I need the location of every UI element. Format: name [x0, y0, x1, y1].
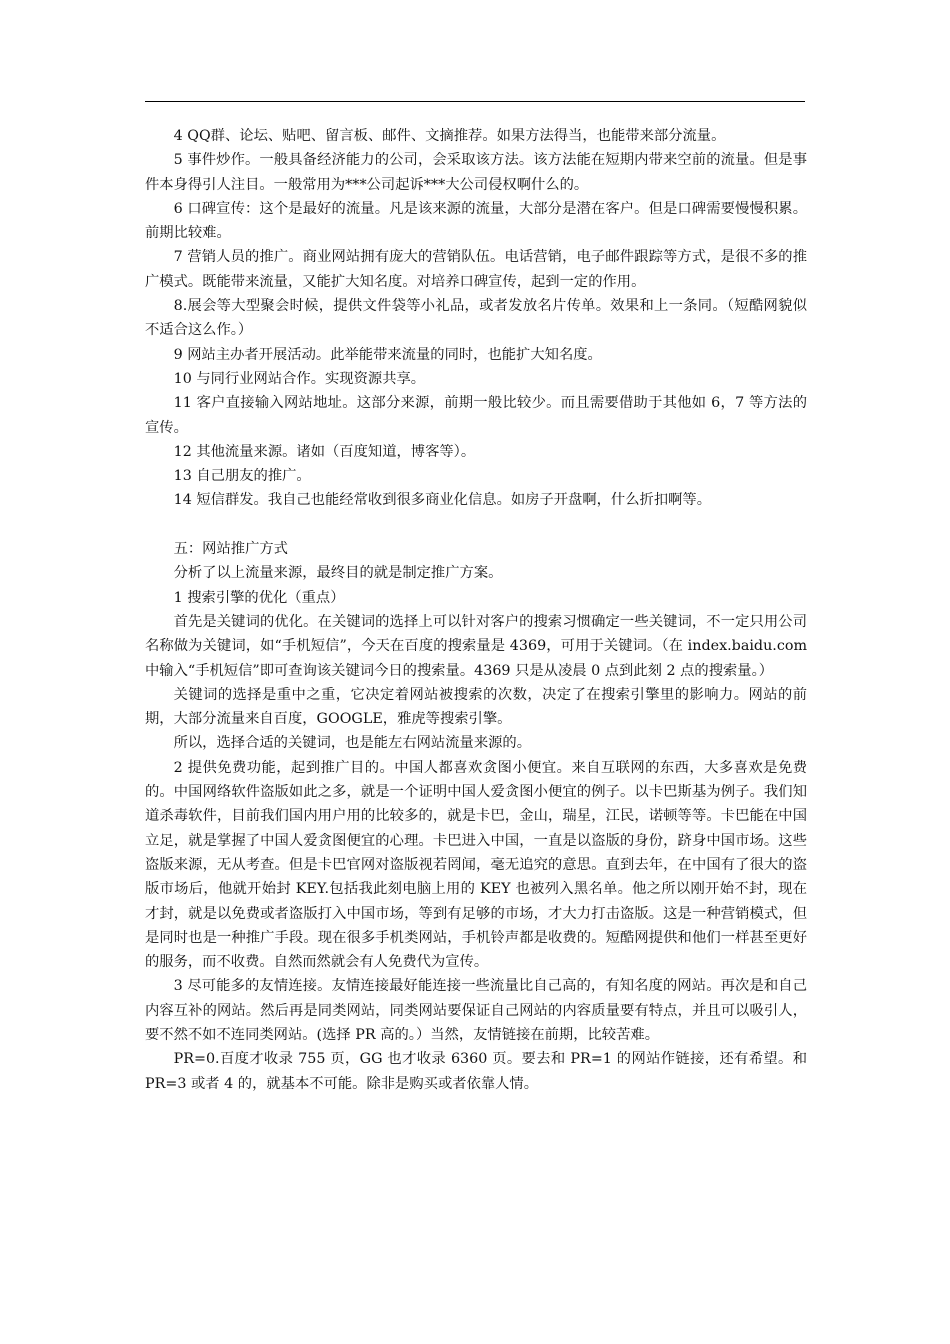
paragraph-friend-links: 3 尽可能多的友情连接。友情连接最好能连接一些流量比自己高的，有知名度的网站。再次是和自己内容互补的网站。然后再是同类网站，同类网站要保证自己网站的内容质量要有特点，并且可以吸引人，要不然不如不连同类网站。(选择 PR 高的。）当然，友情链接在前期，比较苦难。 [145, 978, 807, 1043]
document-body [145, 124, 807, 1096]
paragraph-traffic-6: 6 口碑宣传：这个是最好的流量。凡是该来源的流量，大部分是潜在客户。但是口碑需要慢慢积累。前期比较难。 [145, 200, 807, 242]
paragraph-traffic-11: 11 客户直接输入网站地址。这部分来源，前期一般比较少。而且需要借助于其他如 6，7 等方法的宣传。 [145, 395, 807, 436]
section-title: 五：网站推广方式 [173, 541, 288, 558]
paragraph-traffic-5: 5 事件炒作。一般具备经济能力的公司，会采取该方法。该方法能在短期内带来空前的流量。但是事件本身得引人注目。一般常用为***公司起诉***大公司侵权啊什么的。 [145, 152, 807, 193]
paragraph-traffic-8: 8.展会等大型聚会时候，提供文件袋等小礼品，或者发放名片传单。效果和上一条同。（短酷网貌似不适合这么作。） [145, 298, 807, 339]
section-item-seo: 1 搜索引擎的优化（重点） [173, 589, 345, 606]
paragraph-keyword-importance: 关键词的选择是重中之重，它决定着网站被搜索的次数，决定了在搜索引擎里的影响力。网站的前期，大部分流量来自百度，GOOGLE，雅虎等搜索引擎。 [145, 686, 807, 728]
paragraph-free-features: 2 提供免费功能，起到推广目的。中国人都喜欢贪图小便宜。来自互联网的东西，大多喜欢是免费的。中国网络软件盗版如此之多，就是一个证明中国人爱贪图小便宜的例子。以卡巴斯基为例子。我们知道杀毒软件，目前我们国内用户用的比较多的，就是卡巴，金山，瑞星，江民，诺顿等等。卡巴能在中国立足，就是掌握了中国人爱贪图便宜的心理。卡巴进入中国，一直是以盗版的身份，跻身中国市场。这些盗版来源，无从考查。但是卡巴官网对盗版视若罔闻，毫无追究的意思。直到去年，在中国有了很大的盗版市场后，他就开始封 KEY.包括我此刻电脑上用的 KEY 也被列入黑名单。他之所以刚开始不封，现在才封，就是以免费或者盗版打入中国市场，等到有足够的市场，才大力打击盗版。这是一种营销模式，但是同时也是一种推广手段。现在很多手机类网站，手机铃声都是收费的。短酷网提供和他们一样甚至更好的服务，而不收费。自然而然就会有人免费代为宣传。 [145, 759, 807, 971]
paragraph-traffic-13: 13 自己朋友的推广。 [173, 468, 311, 485]
paragraph-traffic-7: 7 营销人员的推广。商业网站拥有庞大的营销队伍。电话营销，电子邮件跟踪等方式，是很不多的推广模式。既能带来流量，又能扩大知名度。对培养口碑宣传，起到一定的作用。 [145, 249, 807, 290]
paragraph-pagerank: PR=0.百度才收录 755 页，GG 也才收录 6360 页。要去和 PR=1 的网站作链接，还有希望。和 PR=3 或者 4 的，就基本不可能。除非是购买或者依靠人情。 [145, 1051, 807, 1092]
paragraph-traffic-4: 4 QQ群、论坛、贴吧、留言板、邮件、文摘推荐。如果方法得当，也能带来部分流量。 [173, 128, 726, 144]
header-rule [145, 101, 805, 102]
paragraph-traffic-9: 9 网站主办者开展活动。此举能带来流量的同时，也能扩大知名度。 [173, 346, 602, 363]
paragraph-keyword-conclusion: 所以，选择合适的关键词，也是能左右网站流量来源的。 [173, 735, 532, 752]
paragraph-traffic-12: 12 其他流量来源。诸如（百度知道，博客等）。 [173, 443, 476, 460]
paragraph-traffic-10: 10 与同行业网站合作。实现资源共享。 [173, 370, 426, 387]
paragraph-keywords: 首先是关键词的优化。在关键词的选择上可以针对客户的搜索习惯确定一些关键词，不一定只用公司名称做为关键词，如“手机短信”，今天在百度的搜索量是 4369，可用于关键词。（在 index.baidu.com 中输入“手机短信”即可查询该关键词今日的搜索量。4369 只是从凌晨 0 点到此刻 2 点的搜索量。） [145, 613, 807, 679]
section-intro: 分析了以上流量来源，最终目的就是制定推广方案。 [173, 565, 503, 582]
paragraph-traffic-14: 14 短信群发。我自己也能经常收到很多商业化信息。如房子开盘啊，什么折扣啊等。 [173, 492, 712, 509]
